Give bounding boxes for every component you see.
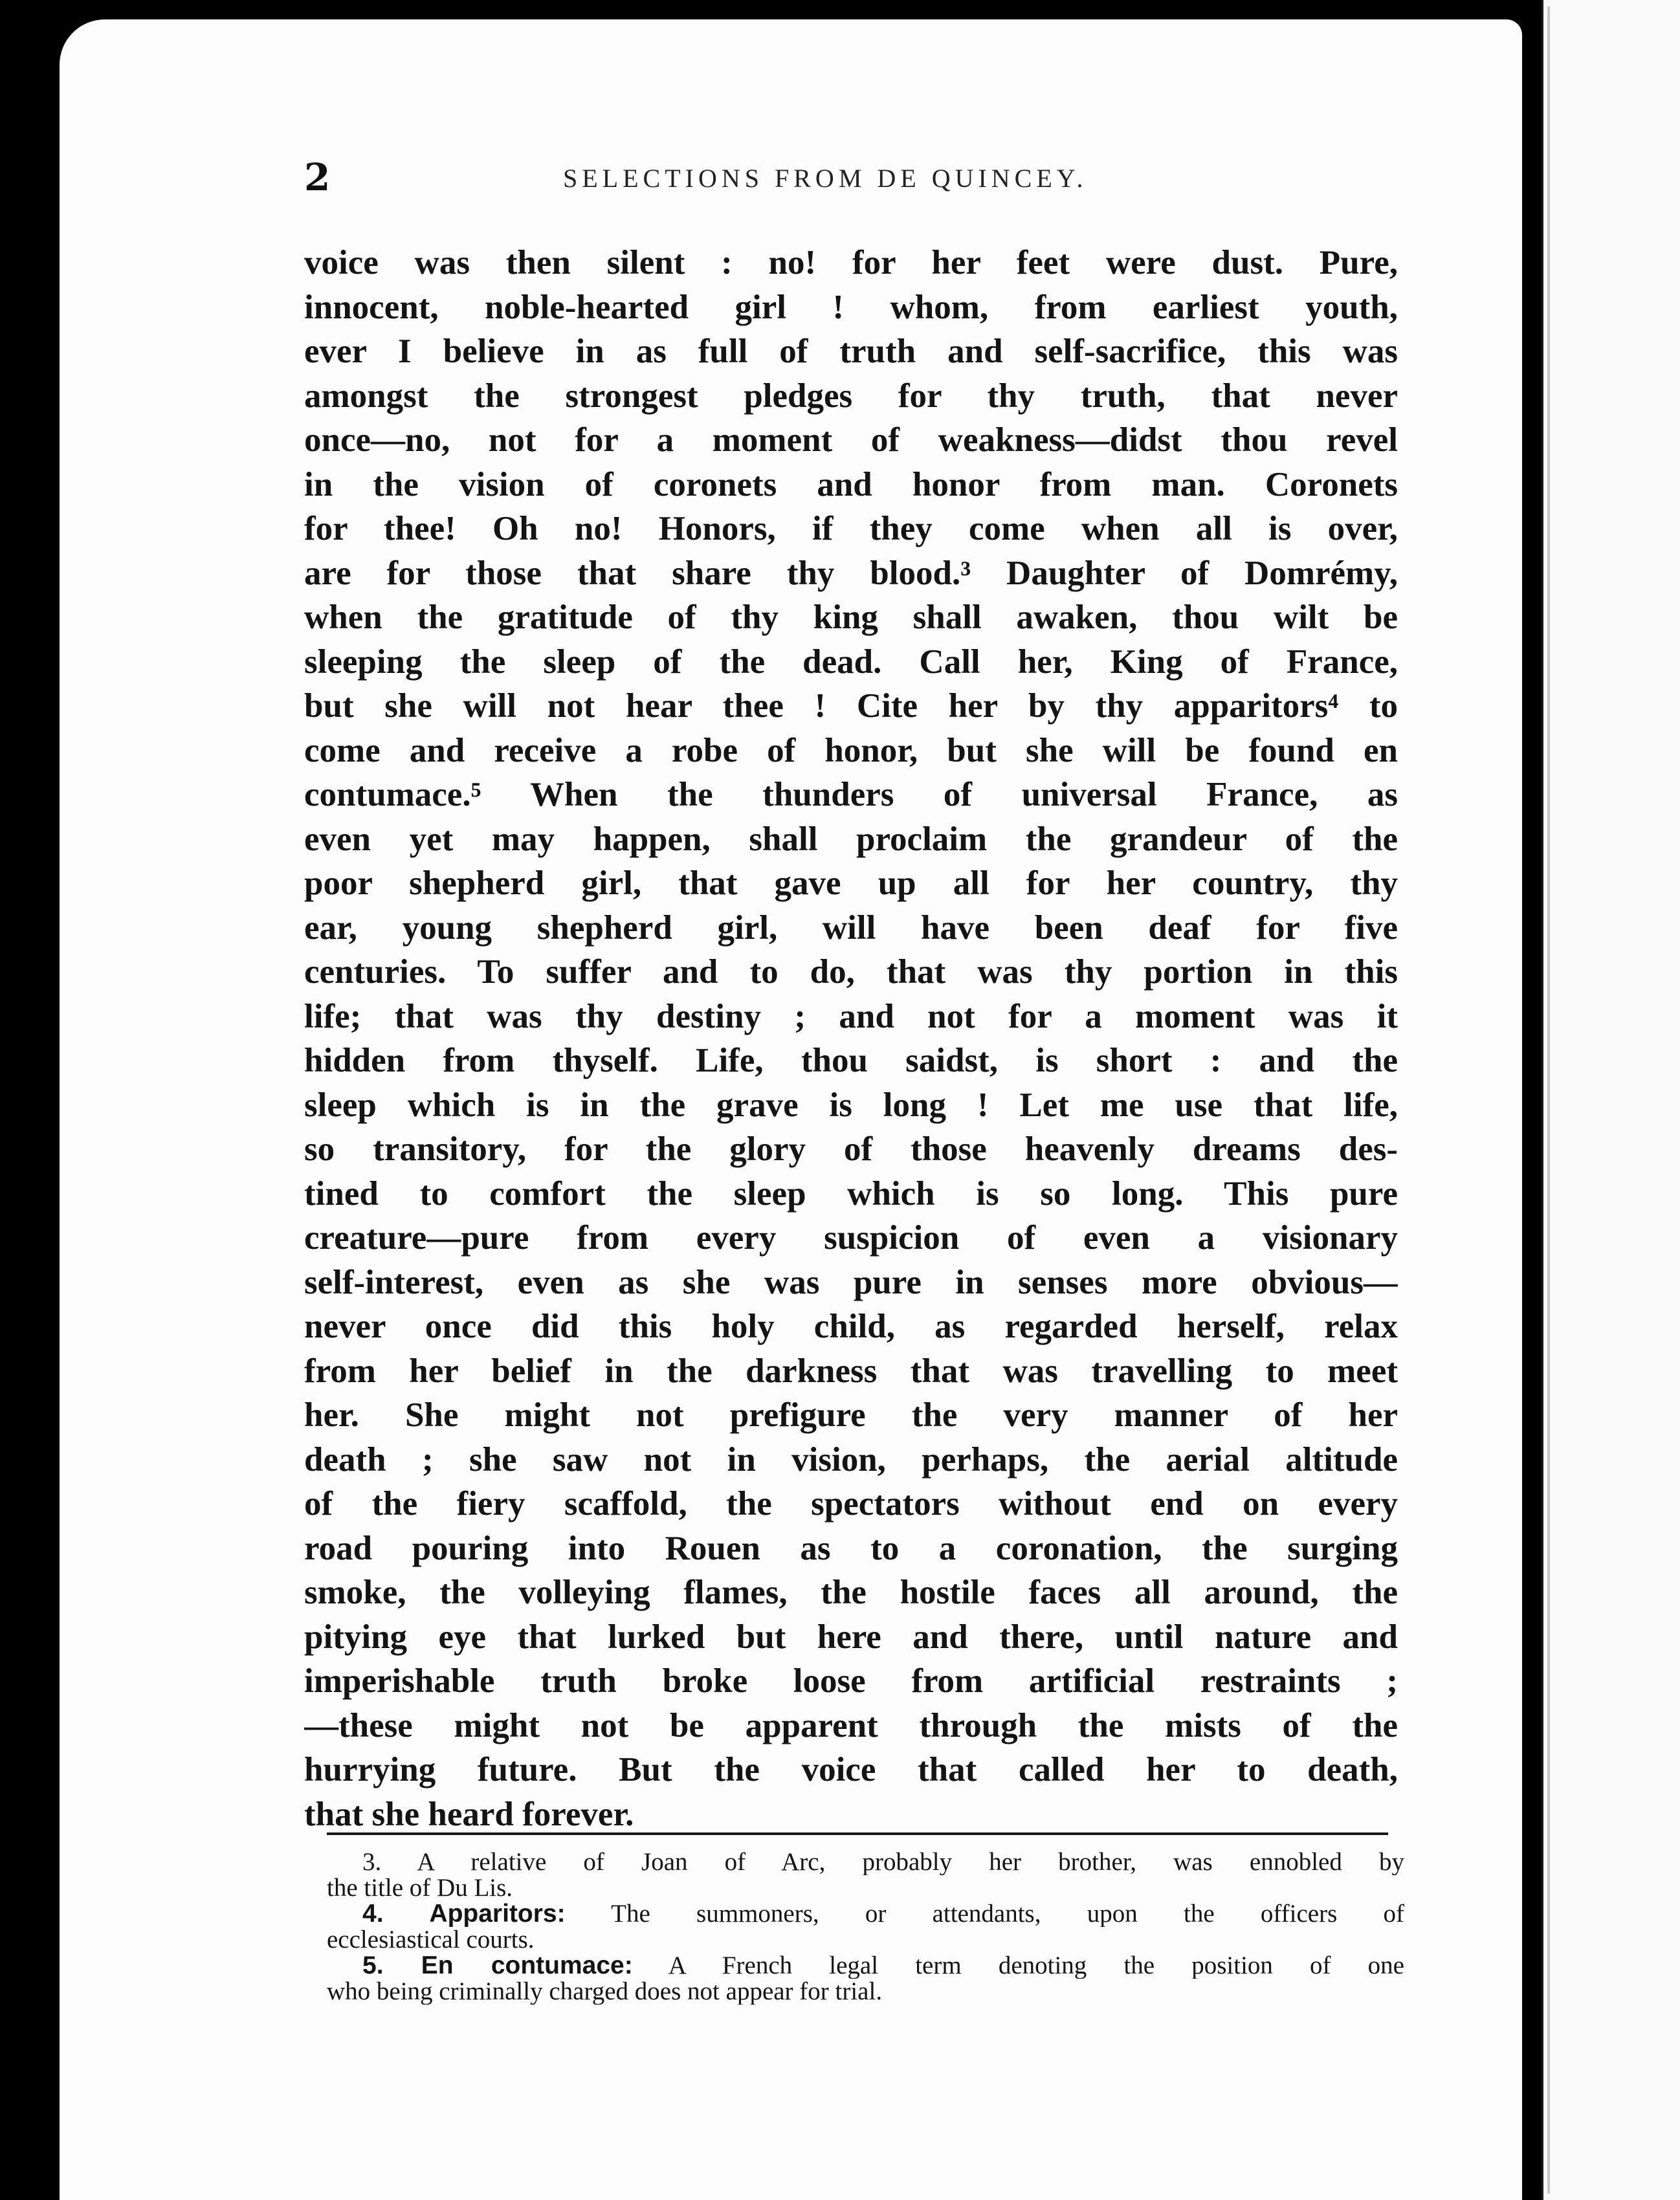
- text-line: centuries. To suffer and to do, that was thy portion in this: [304, 953, 1398, 991]
- text-line: so transitory, for the glory of those heavenly dreams des-: [304, 1130, 1398, 1168]
- text-line: imperishable truth broke loose from artificial restraints ;: [304, 1662, 1398, 1700]
- text-line: —these might not be apparent through the mists of the: [304, 1706, 1398, 1744]
- text-line: from her belief in the darkness that was travelling to meet: [304, 1352, 1398, 1390]
- text-line: ear, young shepherd girl, will have been deaf for five: [304, 908, 1398, 947]
- text-line: creature—pure from every suspicion of even a visionary: [304, 1219, 1398, 1257]
- text-line: her. She might not prefigure the very manner of her: [304, 1396, 1398, 1434]
- text-line: never once did this holy child, as regarded herself, relax: [304, 1308, 1398, 1345]
- text-line: poor shepherd girl, that gave up all for her country, thy: [304, 864, 1398, 902]
- running-head: SELECTIONS FROM DE QUINCEY.: [563, 164, 1088, 193]
- footnote-4-continued: ecclesiastical courts.: [327, 1927, 535, 1953]
- text-line: of the fiery scaffold, the spectators without end on every: [304, 1485, 1398, 1523]
- footnote-5: 5. En contumace: A French legal term denoting the position of one: [362, 1953, 1404, 1979]
- text-line: hurrying future. But the voice that called her to death,: [304, 1751, 1398, 1788]
- text-line: sleep which is in the grave is long ! Let me use that life,: [304, 1086, 1398, 1124]
- footnote-term: 5. En contumace:: [362, 1953, 633, 1979]
- footnote-3: 3. A relative of Joan of Arc, probably her brother, was ennobled by: [362, 1849, 1404, 1875]
- text-line: self-interest, even as she was pure in senses more obvious—: [304, 1263, 1398, 1301]
- text-line: amongst the strongest pledges for thy truth, that never: [304, 377, 1398, 415]
- page-edge-shadow: [1547, 6, 1550, 2194]
- text-line: tined to comfort the sleep which is so long. This pure: [304, 1174, 1398, 1213]
- text-line: hidden from thyself. Life, thou saidst, is short : and the: [304, 1042, 1398, 1079]
- footnote-5-continued: who being criminally charged does not appear for trial.: [327, 1979, 883, 2005]
- page-header: [304, 155, 1391, 201]
- text-line: in the vision of coronets and honor from man. Coronets: [304, 465, 1398, 503]
- text-line: voice was then silent : no! for her feet were dust. Pure,: [304, 244, 1398, 281]
- text-line: life; that was thy destiny ; and not for a moment was it: [304, 997, 1398, 1035]
- text-line: for thee! Oh no! Honors, if they come when all is over,: [304, 510, 1398, 547]
- text-line: once—no, not for a moment of weakness—didst thou revel: [304, 421, 1398, 459]
- footnote-rule: [327, 1832, 1388, 1835]
- page-number: 2: [304, 155, 331, 199]
- text-line: pitying eye that lurked but here and there, until nature and: [304, 1618, 1398, 1656]
- footnote-3-continued: the title of Du Lis.: [327, 1875, 513, 1901]
- text-line: come and receive a robe of honor, but she will be found en: [304, 731, 1398, 769]
- text-line: are for those that share thy blood.³ Daughter of Domrémy,: [304, 554, 1398, 592]
- adjacent-page-edge: [1542, 0, 1680, 2200]
- body-text: [304, 241, 1398, 1836]
- text-line: contumace.⁵ When the thunders of universal France, as: [304, 776, 1398, 813]
- text-line: road pouring into Rouen as to a coronation, the surging: [304, 1529, 1398, 1567]
- footnote-term: 4. Apparitors:: [362, 1901, 566, 1927]
- text-line: smoke, the volleying flames, the hostile faces all around, the: [304, 1574, 1398, 1611]
- footnotes: [327, 1849, 1404, 2005]
- text-line: death ; she saw not in vision, perhaps, the aerial altitude: [304, 1440, 1398, 1479]
- text-line: sleeping the sleep of the dead. Call her, King of France,: [304, 643, 1398, 681]
- text-line: but she will not hear thee ! Cite her by thy apparitors⁴ to: [304, 687, 1398, 725]
- footnote-4: 4. Apparitors: The summoners, or attendants, upon the officers of: [362, 1901, 1404, 1927]
- text-line: innocent, noble-hearted girl ! whom, from earliest youth,: [304, 288, 1398, 326]
- text-line: ever I believe in as full of truth and self-sacrifice, this was: [304, 333, 1398, 370]
- text-line: that she heard forever.: [304, 1795, 634, 1833]
- text-line: even yet may happen, shall proclaim the grandeur of the: [304, 820, 1398, 858]
- text-line: when the gratitude of thy king shall awaken, thou wilt be: [304, 599, 1398, 636]
